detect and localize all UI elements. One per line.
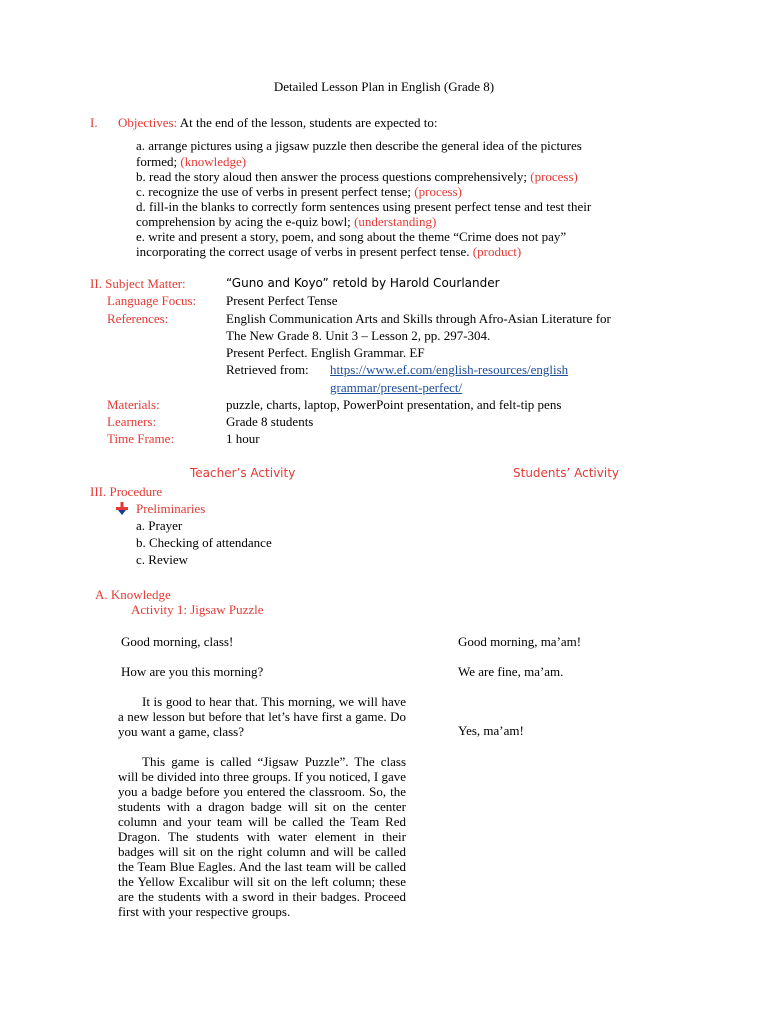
preliminary-review: c. Review xyxy=(136,552,188,567)
students-yes: Yes, ma’am! xyxy=(458,723,524,738)
objective-e-text: incorporating the correct usage of verbs in present perfect tense. xyxy=(136,244,470,259)
objective-a-tag: (knowledge) xyxy=(180,154,247,169)
language-focus-label: Language Focus: xyxy=(107,293,197,308)
objective-b-text: b. read the story aloud then answer the process questions comprehensively; xyxy=(136,169,527,184)
reference-line-2: The New Grade 8. Unit 3 – Lesson 2, pp. 297-304. xyxy=(226,328,491,343)
students-greeting: Good morning, ma’am! xyxy=(458,634,582,649)
references-label: References: xyxy=(107,311,169,326)
learners-value: Grade 8 students xyxy=(226,414,314,429)
students-answer: We are fine, ma’am. xyxy=(458,664,564,679)
objective-d-text: comprehension by acing the e-quiz bowl; xyxy=(136,214,351,229)
objective-b-tag: (process) xyxy=(530,169,578,184)
teacher-activity-heading: Teacher’s Activity xyxy=(190,466,296,480)
objective-d-tag: (understanding) xyxy=(354,214,437,229)
objectives-label: Objectives: xyxy=(118,115,178,130)
reference-line-1: English Communication Arts and Skills through Afro-Asian Literature for xyxy=(226,311,611,326)
teacher-question: How are you this morning? xyxy=(121,664,264,679)
subject-matter-label: II. Subject Matter: xyxy=(90,276,186,291)
objectives-heading xyxy=(118,115,438,130)
teacher-greeting: Good morning, class! xyxy=(121,634,234,649)
preliminary-prayer: a. Prayer xyxy=(136,518,183,533)
arrow-bullet-icon xyxy=(115,502,129,516)
objective-e-line1: e. write and present a story, poem, and song about the theme “Crime does not pay” xyxy=(136,229,567,244)
language-focus-value: Present Perfect Tense xyxy=(226,293,338,308)
objective-e-tag: (product) xyxy=(472,244,522,259)
materials-label: Materials: xyxy=(107,397,160,412)
time-frame-label: Time Frame: xyxy=(107,431,175,446)
learners-label: Learners: xyxy=(107,414,157,429)
objective-a-line1: a. arrange pictures using a jigsaw puzzle then describe the general idea of the pictures xyxy=(136,138,582,153)
teacher-game-instructions: This game is called “Jigsaw Puzzle”. The class will be divided into three groups. If you noticed, I gave you a badge before you entered the classroom. So, the students with a dragon badge will sit on the center column and your team will be called the Team Red Dragon. The students with water element in their badges will sit on the right column and will be called the Team Blue Eagles. And the last team will be called the Yellow Excalibur will sit on the left column; these are the students with a sword in their badges. Proceed first with your respective groups. xyxy=(118,754,406,919)
reference-link-line-2[interactable]: grammar/present-perfect/ xyxy=(330,380,463,395)
reference-line-3: Present Perfect. English Grammar. EF xyxy=(226,345,425,360)
preliminary-attendance: b. Checking of attendance xyxy=(136,535,272,550)
subject-matter-value: “Guno and Koyo” retold by Harold Courlander xyxy=(226,276,500,290)
objective-c-text: c. recognize the use of verbs in present perfect tense; xyxy=(136,184,412,199)
preliminaries-label: Preliminaries xyxy=(136,501,206,516)
objective-c-tag: (process) xyxy=(414,184,462,199)
procedure-label: III. Procedure xyxy=(90,484,163,499)
teacher-game-intro: It is good to hear that. This morning, we will have a new lesson but before that let’s have first a game. Do you want a game, class? xyxy=(118,694,406,739)
objective-e-line2 xyxy=(136,244,521,259)
objectives-intro: At the end of the lesson, students are expected to: xyxy=(179,115,438,130)
time-frame-value: 1 hour xyxy=(226,431,260,446)
objective-a-line2 xyxy=(136,154,246,169)
reference-link-line-1[interactable]: https://www.ef.com/english-resources/english xyxy=(330,362,569,377)
activity-1-heading: Activity 1: Jigsaw Puzzle xyxy=(131,602,264,617)
students-activity-heading: Students’ Activity xyxy=(513,466,619,480)
objective-a-text: formed; xyxy=(136,154,178,169)
objective-b xyxy=(136,169,578,184)
objective-d-line2 xyxy=(136,214,436,229)
objective-d-line1: d. fill-in the blanks to correctly form sentences using present perfect tense and test their xyxy=(136,199,592,214)
retrieved-from-label: Retrieved from: xyxy=(226,362,309,377)
objectives-numeral: I. xyxy=(90,115,98,130)
document-title: Detailed Lesson Plan in English (Grade 8) xyxy=(273,79,495,94)
objective-c xyxy=(136,184,462,199)
knowledge-heading: A. Knowledge xyxy=(95,587,171,602)
materials-value: puzzle, charts, laptop, PowerPoint presentation, and felt-tip pens xyxy=(226,397,562,412)
